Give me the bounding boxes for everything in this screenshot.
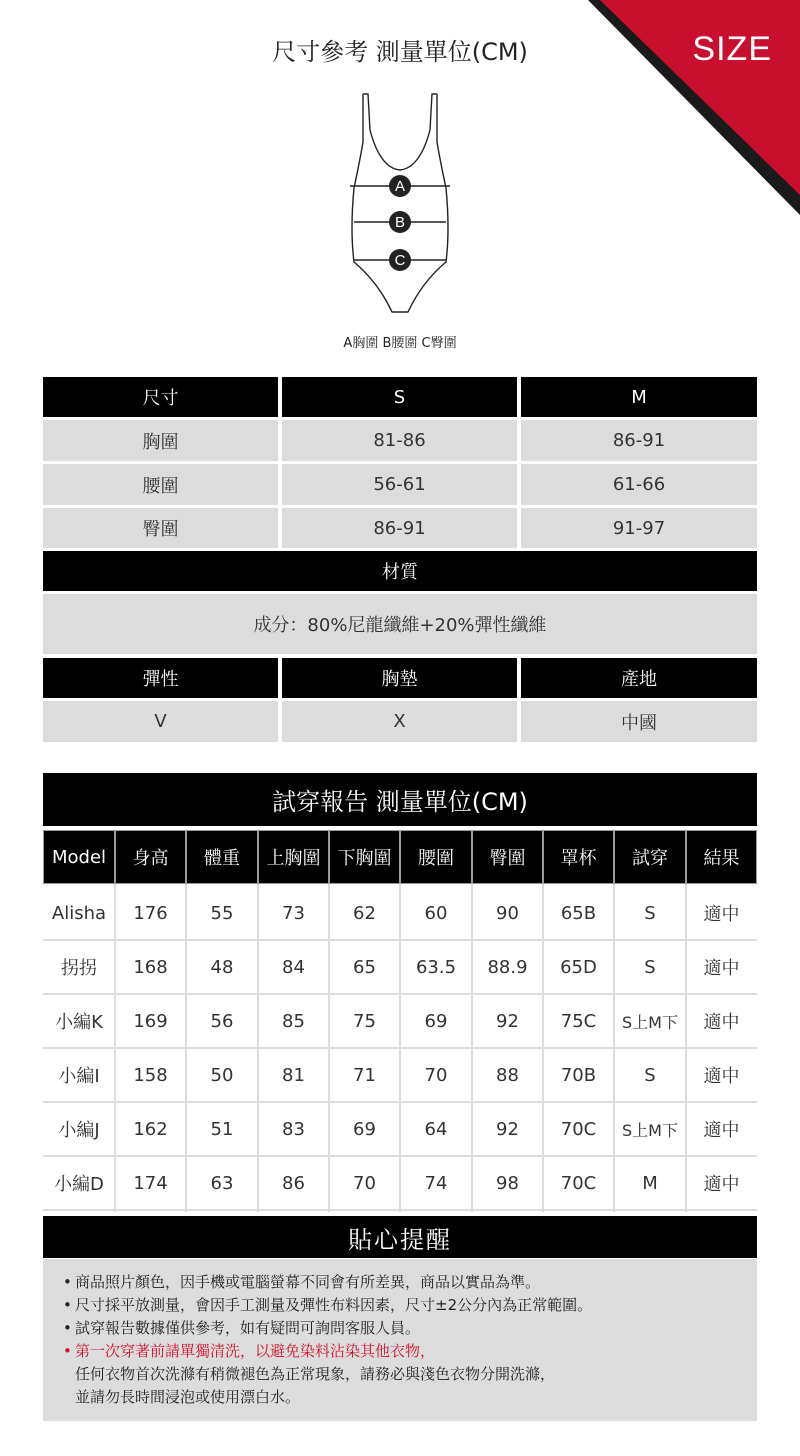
bullet-icon: • <box>63 1319 72 1337</box>
report-cell: 適中 <box>703 1066 740 1087</box>
bullet-icon: • <box>63 1273 72 1291</box>
size-cell: 91-97 <box>521 508 757 548</box>
report-cell: 75C <box>560 1010 597 1032</box>
report-model-name: Alisha <box>51 902 107 924</box>
tip-item <box>63 1317 757 1340</box>
report-cell: S上M下 <box>622 1012 678 1032</box>
report-cell: 51 <box>210 1118 234 1140</box>
grid-divider <box>43 1155 757 1157</box>
grid-divider <box>43 1101 757 1103</box>
tip-item <box>63 1271 757 1294</box>
tip-continuation: 並請勿長時間浸泡或使用漂白水。 <box>75 1388 301 1406</box>
grid-divider <box>43 1209 757 1211</box>
tip-item-warning <box>63 1340 757 1363</box>
tip-text: 商品照片顏色，因手機或電腦螢幕不同會有所差異，商品以實品為準。 <box>75 1273 541 1291</box>
attr-value-elasticity: V <box>43 701 278 742</box>
grid-divider <box>43 993 757 995</box>
report-model-name: 小編K <box>55 1012 103 1033</box>
report-cell: 60 <box>424 902 448 924</box>
report-cell: S上M下 <box>622 1120 678 1140</box>
report-cell: 92 <box>496 1118 519 1140</box>
report-cell: 90 <box>496 902 519 924</box>
report-cell: 169 <box>133 1010 168 1032</box>
size-row-label: 腰圍 <box>43 464 278 505</box>
report-cell: 162 <box>133 1118 168 1140</box>
size-cell: 81-86 <box>282 420 517 461</box>
tip-text: 試穿報告數據僅供參考，如有疑問可詢問客服人員。 <box>75 1319 421 1337</box>
report-cell: 適中 <box>703 904 740 925</box>
report-cell: 70 <box>353 1172 376 1194</box>
report-cell: 71 <box>353 1064 376 1086</box>
grid-divider <box>43 939 757 941</box>
report-cell: 62 <box>353 902 376 924</box>
report-cell: 64 <box>424 1118 448 1140</box>
report-header-cell: 罩杯 <box>543 830 614 884</box>
report-model-name: 小編I <box>58 1066 100 1087</box>
attr-header-elasticity: 彈性 <box>43 658 278 698</box>
report-cell: 81 <box>282 1064 305 1086</box>
report-header-cell: 試穿 <box>614 830 686 884</box>
tip-item <box>63 1294 757 1317</box>
report-cell: 65 <box>353 956 376 978</box>
report-cell: 70C <box>560 1172 597 1194</box>
report-header-cell: Model <box>43 830 115 884</box>
report-header-cell: 體重 <box>186 830 258 884</box>
attr-header-padding: 胸墊 <box>282 658 517 698</box>
report-cell: 70B <box>560 1064 597 1086</box>
size-header-label: 尺寸 <box>43 377 278 417</box>
report-cell: 98 <box>496 1172 519 1194</box>
report-cell: S <box>644 902 656 924</box>
size-corner-label: SIZE <box>692 30 772 68</box>
size-cell: 86-91 <box>521 420 757 461</box>
report-cell: 70C <box>560 1118 597 1140</box>
report-cell: 適中 <box>703 1012 740 1033</box>
report-cell: 83 <box>282 1118 305 1140</box>
report-cell: 174 <box>133 1172 168 1194</box>
report-model-name: 拐拐 <box>61 958 97 979</box>
report-cell: 63 <box>210 1172 234 1194</box>
report-cell: 56 <box>210 1010 234 1032</box>
report-cell: 48 <box>210 956 234 978</box>
report-cell: 63.5 <box>415 956 457 978</box>
report-cell: S <box>644 956 656 978</box>
tip-continuation: 任何衣物首次洗滌有稍微褪色為正常現象，請務必與淺色衣物分開洗滌， <box>75 1365 556 1383</box>
size-cell: 86-91 <box>282 508 517 548</box>
report-cell: 75 <box>353 1010 376 1032</box>
report-cell: 88.9 <box>487 956 528 978</box>
report-cell: S <box>644 1064 656 1086</box>
size-header-m: M <box>521 377 757 417</box>
report-cell: 65D <box>560 956 597 978</box>
report-cell: 88 <box>496 1064 519 1086</box>
page-title: 尺寸參考 測量單位(CM) <box>272 38 528 66</box>
tip-text: 尺寸採平放測量，會因手工測量及彈性布料因素，尺寸±2公分內為正常範圍。 <box>75 1296 593 1314</box>
report-cell: 176 <box>133 902 168 924</box>
report-cell: M <box>642 1172 658 1194</box>
attr-value-padding: X <box>282 701 517 742</box>
report-header-cell: 身高 <box>115 830 186 884</box>
marker-c-label: C <box>394 252 406 269</box>
tip-text: 第一次穿著前請單獨清洗，以避免染料沾染其他衣物， <box>75 1342 436 1360</box>
size-cell: 56-61 <box>282 464 517 505</box>
report-cell: 73 <box>282 902 305 924</box>
report-title: 試穿報告 測量單位(CM) <box>43 773 757 826</box>
size-header-s: S <box>282 377 517 417</box>
bullet-icon: • <box>63 1296 72 1314</box>
report-cell: 70 <box>424 1064 448 1086</box>
report-cell: 158 <box>133 1064 168 1086</box>
report-cell: 適中 <box>703 1120 740 1141</box>
grid-divider <box>43 1047 757 1049</box>
report-header-cell: 臀圍 <box>472 830 543 884</box>
report-header-cell: 下胸圍 <box>329 830 400 884</box>
report-header-cell: 腰圍 <box>400 830 472 884</box>
report-cell: 65B <box>560 902 597 924</box>
report-cell: 92 <box>496 1010 519 1032</box>
size-row-label: 臀圍 <box>43 508 278 548</box>
marker-a-label: A <box>394 178 406 195</box>
report-cell: 85 <box>282 1010 305 1032</box>
report-header-cell: 上胸圍 <box>258 830 329 884</box>
report-cell: 74 <box>424 1172 448 1194</box>
size-row-label: 胸圍 <box>43 420 278 461</box>
attr-header-origin: 產地 <box>521 658 757 698</box>
report-cell: 50 <box>210 1064 234 1086</box>
report-cell: 84 <box>282 956 305 978</box>
report-cell: 86 <box>282 1172 305 1194</box>
report-model-name: 小編J <box>58 1120 100 1141</box>
tips-box <box>43 1259 757 1421</box>
report-model-name: 小編D <box>54 1174 104 1195</box>
report-cell: 69 <box>353 1118 376 1140</box>
bullet-icon: • <box>63 1342 72 1360</box>
material-composition: 成分：80%尼龍纖維+20%彈性纖維 <box>43 594 757 654</box>
report-header-cell: 結果 <box>686 830 757 884</box>
report-cell: 168 <box>133 956 168 978</box>
report-cell: 55 <box>210 902 234 924</box>
report-cell: 69 <box>424 1010 448 1032</box>
attr-value-origin: 中國 <box>521 701 757 742</box>
size-cell: 61-66 <box>521 464 757 505</box>
swimsuit-diagram <box>340 90 460 322</box>
material-header: 材質 <box>43 551 757 591</box>
report-cell: 適中 <box>703 958 740 979</box>
tips-title: 貼心提醒 <box>43 1216 757 1258</box>
marker-b-label: B <box>394 214 406 231</box>
report-cell: 適中 <box>703 1174 740 1195</box>
measurement-legend: A胸圍 B腰圍 C臀圍 <box>343 336 457 351</box>
